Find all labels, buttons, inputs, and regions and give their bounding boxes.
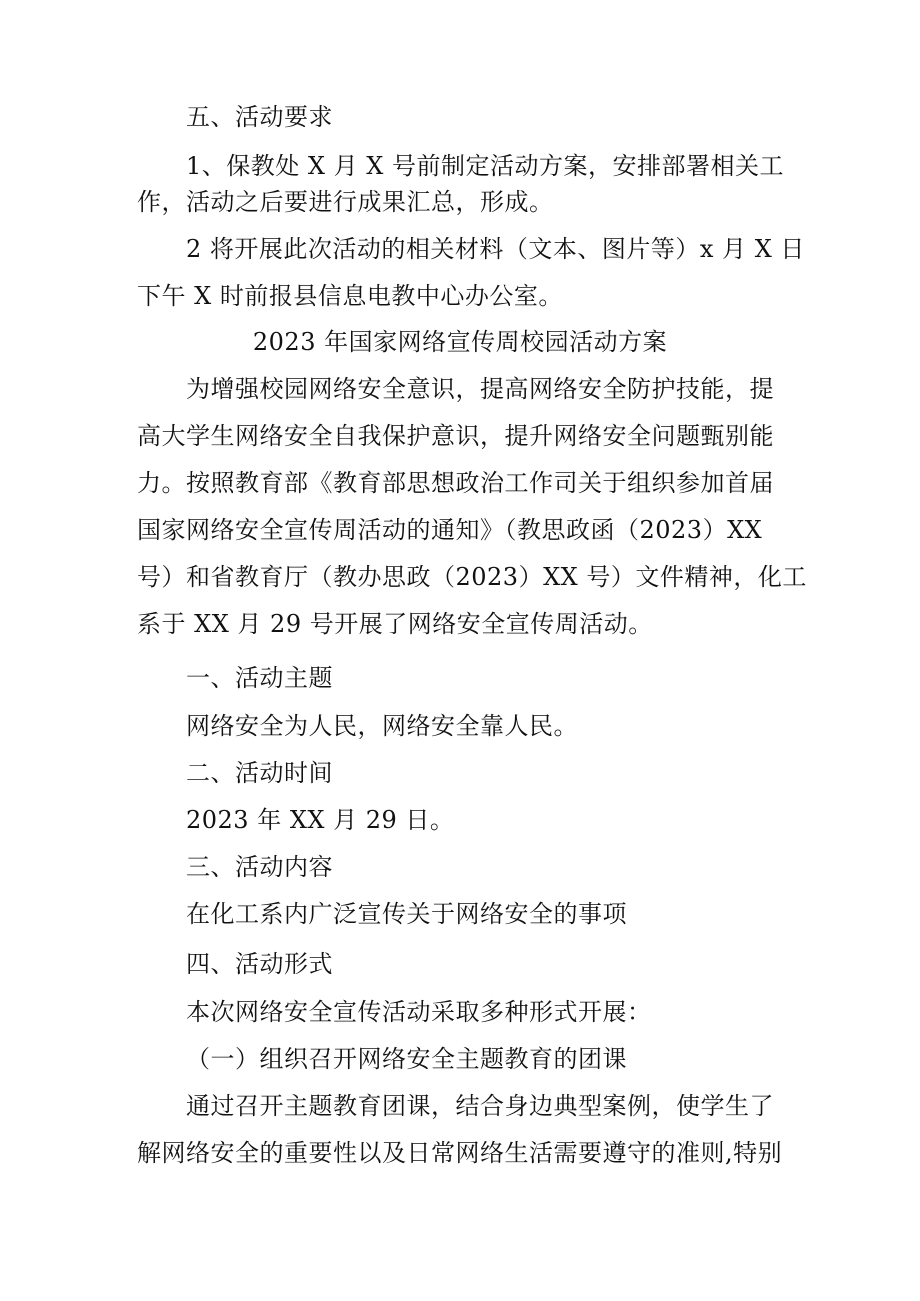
heading-content: 三、活动内容 <box>186 853 333 881</box>
theme-text: 网络安全为人民，网络安全靠人民。 <box>186 712 578 740</box>
requirement-1-line-1: 1、保教处 X 月 X 号前制定活动方案，安排部署相关工 <box>186 152 784 180</box>
section-heading-requirements: 五、活动要求 <box>186 103 333 131</box>
document-title: 2023 年国家网络宣传周校园活动方案 <box>252 328 668 356</box>
requirement-2-line-2: 下午 X 时前报县信息电教中心办公室。 <box>137 282 563 310</box>
intro-line-2: 高大学生网络安全自我保护意识，提升网络安全问题甄别能 <box>137 422 774 450</box>
subheading-league-lesson: （一）组织召开网络安全主题教育的团课 <box>186 1045 627 1073</box>
league-lesson-line-1: 通过召开主题教育团课，结合身边典型案例，使学生了 <box>186 1092 774 1120</box>
heading-form: 四、活动形式 <box>186 950 333 978</box>
intro-line-5: 号）和省教育厅（教办思政（2023）XX 号）文件精神，化工 <box>137 563 807 591</box>
intro-line-3: 力。按照教育部《教育部思想政治工作司关于组织参加首届 <box>137 469 774 497</box>
intro-line-6: 系于 XX 月 29 号开展了网络安全宣传周活动。 <box>137 610 653 638</box>
heading-time: 二、活动时间 <box>186 759 333 787</box>
requirement-1-line-2: 作，活动之后要进行成果汇总，形成。 <box>137 188 554 216</box>
content-text: 在化工系内广泛宣传关于网络安全的事项 <box>186 900 627 928</box>
requirement-2-line-1: 2 将开展此次活动的相关材料（文本、图片等）x 月 X 日 <box>186 235 805 263</box>
form-intro-text: 本次网络安全宣传活动采取多种形式开展： <box>186 998 652 1026</box>
intro-line-4: 国家网络安全宣传周活动的通知》（教思政函（2023）XX <box>137 516 763 544</box>
time-text: 2023 年 XX 月 29 日。 <box>186 806 455 834</box>
heading-theme: 一、活动主题 <box>186 664 333 692</box>
intro-line-1: 为增强校园网络安全意识，提高网络安全防护技能，提 <box>186 375 774 403</box>
league-lesson-line-2: 解网络安全的重要性以及日常网络生活需要遵守的准则,特别 <box>137 1139 783 1167</box>
